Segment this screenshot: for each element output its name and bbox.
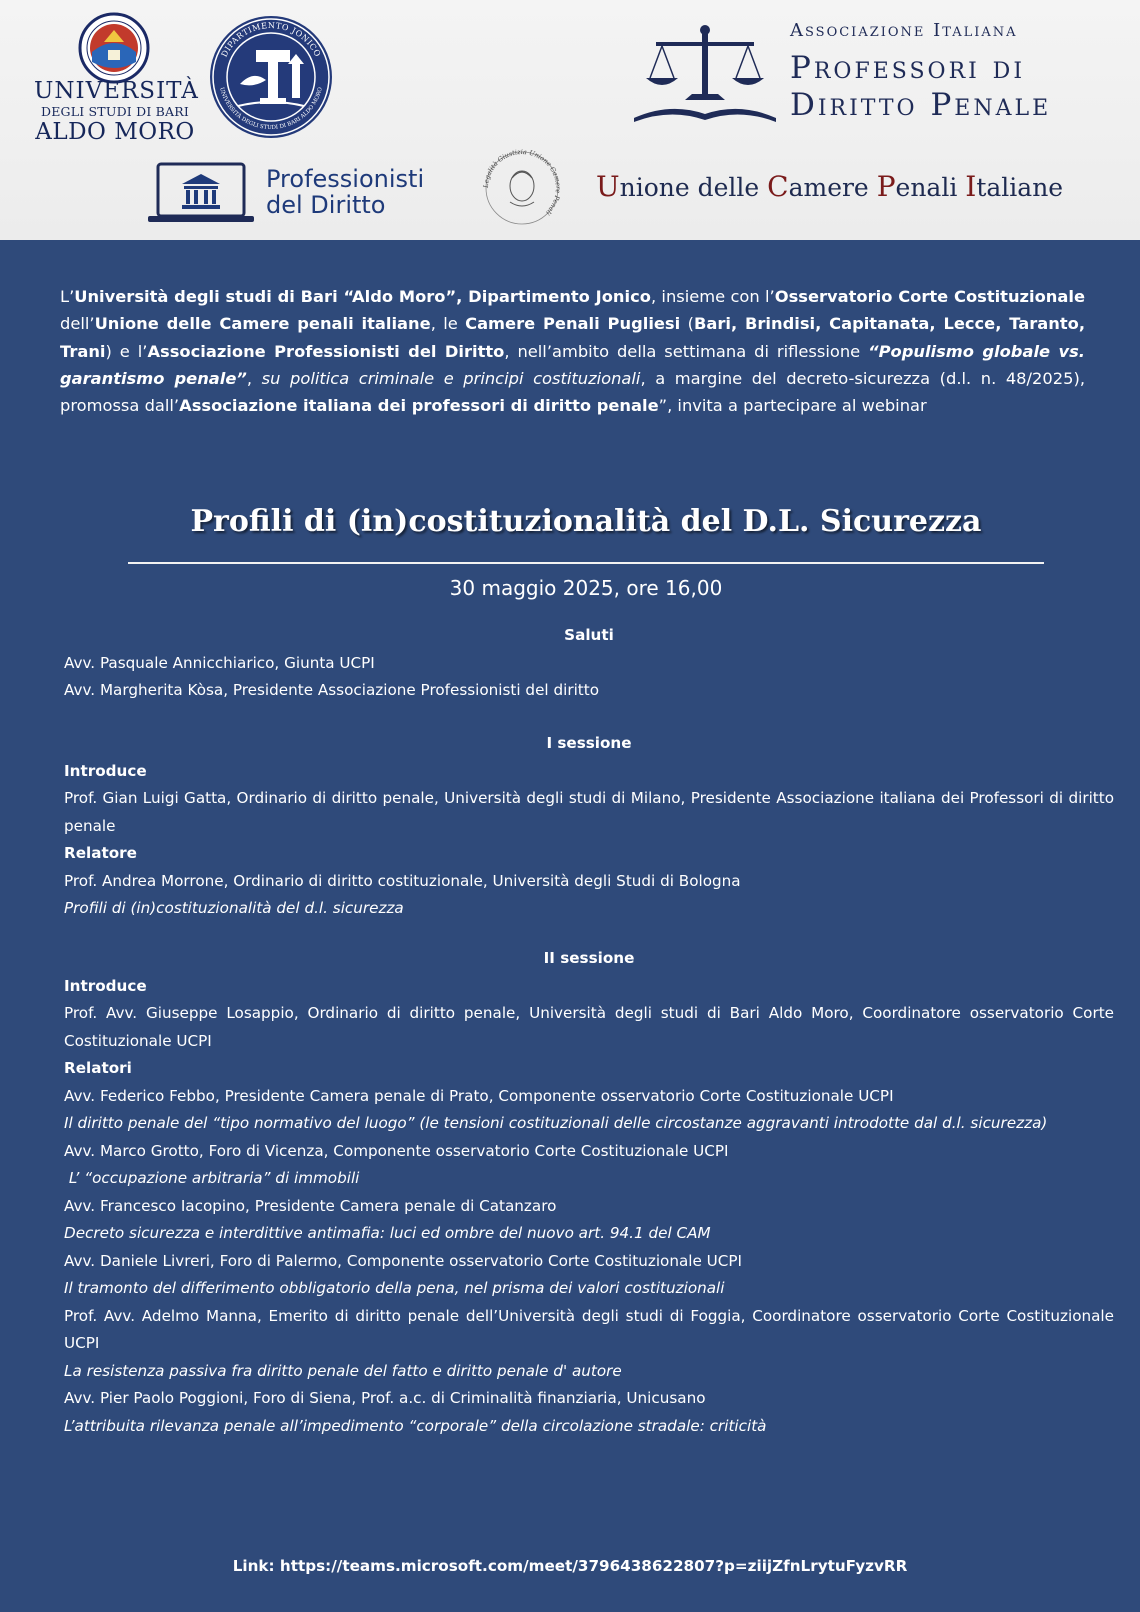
speaker-name: Prof. Avv. Adelmo Manna, Emerito di diritto penale dell’Università degli studi di Foggia, Coordinatore osservatorio Corte Costituzionale UCPI — [64, 1306, 1114, 1352]
intro-paragraph: L’Università degli studi di Bari “Aldo Moro”, Dipartimento Jonico, insieme con l’Osservatorio Corte Costituzionale dell’Unione delle Camere penali italiane, le Camere Penali Pugliesi (Bari, Brindisi, Capitanata, Lecce, Taranto, Trani) e l’Associazione Professionisti del Diritto, nell’ambito della settimana di riflessione “Populismo globale vs. garantismo penale”, su politica criminale e principi costituzionali, a margine del decreto-sicurezza (d.l. n. 48/2025), promossa dall’Associazione italiana dei professori di diritto penale”, invita a partecipare al webinar — [60, 287, 1086, 416]
professionisti-name — [266, 166, 424, 218]
professionisti-line-2: del Diritto — [266, 191, 386, 219]
ucpi-seal-text: Legalità Giustizia Unione Camere Penali — [481, 147, 563, 217]
speaker-name: Avv. Francesco Iacopino, Presidente Camera penale di Catanzaro — [64, 1196, 557, 1215]
saluti-item: Avv. Margherita Kòsa, Presidente Associazione Professionisti del diritto — [64, 681, 599, 699]
apdp-line-1: Associazione Italiana — [790, 20, 1018, 41]
ucpi-cap-c: C — [767, 170, 789, 203]
relatore-label: Relatore — [64, 844, 137, 862]
session-1 — [64, 730, 1114, 923]
introduce-label: Introduce — [64, 761, 147, 780]
session-2-heading: II sessione — [543, 949, 635, 967]
introduce-label: Introduce — [64, 976, 147, 995]
saluti-item: Avv. Pasquale Annicchiarico, Giunta UCPI — [64, 653, 375, 672]
session-2 — [64, 945, 1114, 1440]
university-line-2: DEGLI STUDI DI BARI — [40, 104, 189, 119]
laptop-courthouse-icon — [148, 162, 254, 224]
link-url[interactable]: https://teams.microsoft.com/meet/3796438622807?p=ziijZfnLrytuFyzvRR — [279, 1557, 908, 1575]
event-title: Profili di (in)costituzionalità del D.L. Sicurezza — [190, 504, 982, 539]
speaker-topic: Decreto sicurezza e interdittive antimafia: luci ed ombre del nuovo art. 94.1 del CAM — [64, 1224, 711, 1242]
relatore-topic: Profili di (in)costituzionalità del d.l. sicurezza — [64, 899, 404, 917]
ucpi-cap-u: U — [596, 170, 620, 203]
speaker-topic: Il tramonto del differimento obbligatorio della pena, nel prisma dei valori costituzionali — [64, 1279, 725, 1297]
speaker-topic: L’attribuita rilevanza penale all’impedimento “corporale” della circolazione stradale: criticità — [64, 1416, 767, 1435]
university-line-3: ALDO MORO — [35, 118, 195, 145]
scales-of-justice-icon — [630, 22, 780, 126]
apdp-line-2: Professori di — [790, 50, 1026, 86]
speaker-topic: Il diritto penale del “tipo normativo del luogo” (le tensioni costituzionali delle circostanze aggravanti introdotte dal d.l. sicurezza) — [64, 1114, 1048, 1132]
apdp-line-3: Diritto Penale — [790, 87, 1052, 123]
department-seal-icon — [208, 14, 334, 140]
title-divider — [128, 562, 1044, 564]
event-date: 30 maggio 2025, ore 16,00 — [449, 576, 723, 600]
introduce-speaker: Prof. Avv. Giuseppe Losappio, Ordinario di diritto penale, Università degli studi di Bari Aldo Moro, Coordinatore osservatorio Corte Costituzionale UCPI — [64, 1004, 1114, 1050]
speaker-topic: La resistenza passiva fra diritto penale del fatto e diritto penale d' autore — [64, 1361, 622, 1380]
ucpi-name — [596, 170, 1063, 203]
session-1-heading: I sessione — [546, 734, 632, 752]
ucpi-cap-p: P — [876, 170, 896, 203]
university-name — [34, 78, 199, 145]
ucpi-cap-i: I — [965, 170, 977, 203]
speaker-name: Avv. Marco Grotto, Foro di Vicenza, Componente osservatorio Corte Costituzionale UCPI — [64, 1141, 729, 1160]
speaker-name: Avv. Federico Febbo, Presidente Camera penale di Prato, Componente osservatorio Corte Costituzionale UCPI — [64, 1086, 894, 1105]
logo-header — [0, 0, 1140, 240]
ucpi-part-3: enali — [895, 173, 966, 202]
ucpi-part-4: taliane — [976, 173, 1064, 202]
webinar-link[interactable] — [0, 1557, 1140, 1575]
dip-ring-bottom: UNIVERSITÀ DEGLI STUDI DI BARI ALDO MORO — [218, 86, 324, 132]
ucpi-seal-icon — [472, 146, 572, 228]
relatore-speaker: Prof. Andrea Morrone, Ordinario di diritto costituzionale, Università degli Studi di Bologna — [64, 871, 741, 890]
dip-ring-top: DIPARTIMENTO JONICO — [219, 20, 323, 59]
relatori-label: Relatori — [64, 1059, 132, 1077]
speaker-name: Avv. Daniele Livreri, Foro di Palermo, Componente osservatorio Corte Costituzionale UCPI — [64, 1251, 743, 1270]
apdp-name — [790, 20, 1051, 123]
speaker-name: Avv. Pier Paolo Poggioni, Foro di Siena, Prof. a.c. di Criminalità finanziaria, Unicusano — [64, 1389, 706, 1407]
professionisti-line-1: Professionisti — [266, 165, 425, 193]
saluti-section — [64, 622, 1114, 705]
link-label: Link: — [232, 1557, 280, 1575]
university-seal-icon — [78, 12, 150, 84]
ucpi-part-1: nione delle — [619, 173, 768, 202]
university-line-1: UNIVERSITÀ — [34, 78, 199, 104]
ucpi-part-2: amere — [788, 173, 877, 202]
introduce-speaker: Prof. Gian Luigi Gatta, Ordinario di diritto penale, Università degli studi di Milano, Presidente Associazione italiana dei Professori di diritto penale — [64, 789, 1114, 835]
saluti-heading: Saluti — [564, 626, 614, 644]
speaker-topic: L’ “occupazione arbitraria” di immobili — [64, 1169, 360, 1187]
